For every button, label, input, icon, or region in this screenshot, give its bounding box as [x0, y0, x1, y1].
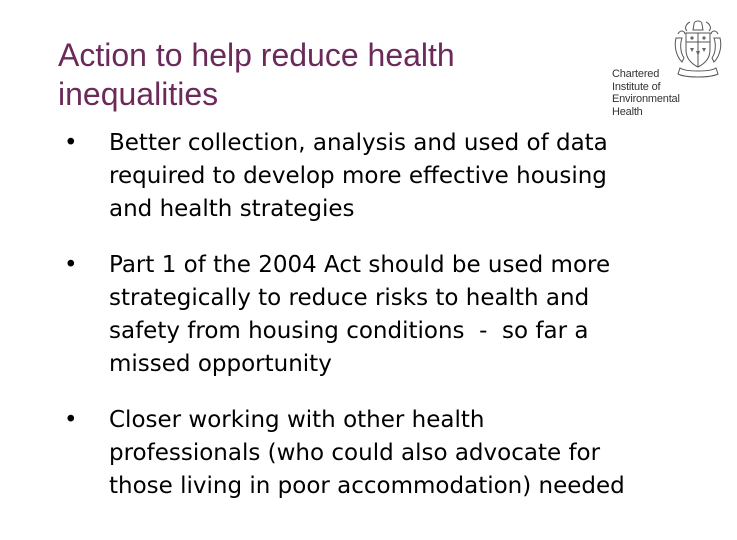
bullet-line: Part 1 of the 2004 Act should be used more — [109, 252, 611, 278]
bullet-line: professionals (who could also advocate for — [109, 440, 601, 466]
bullet-icon: • — [64, 130, 78, 156]
bullet-item — [64, 404, 704, 503]
heraldic-crest-icon — [672, 18, 724, 80]
cieh-logo — [612, 18, 722, 118]
bullet-line: strategically to reduce risks to health and — [109, 285, 590, 311]
logo-line-2: Institute of — [612, 80, 661, 93]
bullet-line: Better collection, analysis and used of data — [109, 130, 608, 156]
logo-line-3: Environmental — [612, 93, 680, 105]
slide-title-line-1: Action to help reduce health — [58, 37, 455, 73]
bullet-icon: • — [64, 407, 78, 433]
bullet-item — [64, 127, 704, 226]
bullet-line: missed opportunity — [109, 351, 332, 377]
bullet-line: those living in poor accommodation) needed — [109, 473, 625, 499]
bullet-icon: • — [64, 252, 78, 278]
bullet-item — [64, 249, 704, 381]
bullet-text — [109, 249, 704, 381]
logo-line-1: Chartered — [612, 68, 660, 80]
logo-wordmark — [612, 68, 680, 118]
logo-line-4: Health — [612, 105, 643, 118]
slide-title-line-2: inequalities — [58, 76, 219, 112]
bullet-line: Closer working with other health — [109, 407, 485, 433]
bullet-list — [64, 127, 704, 503]
bullet-text — [109, 127, 704, 226]
bullet-line: safety from housing conditions - so far a — [109, 318, 589, 344]
bullet-line: and health strategies — [109, 196, 355, 222]
bullet-text — [109, 404, 704, 503]
slide-title — [58, 36, 558, 114]
bullet-line: required to develop more effective housing — [109, 163, 607, 189]
